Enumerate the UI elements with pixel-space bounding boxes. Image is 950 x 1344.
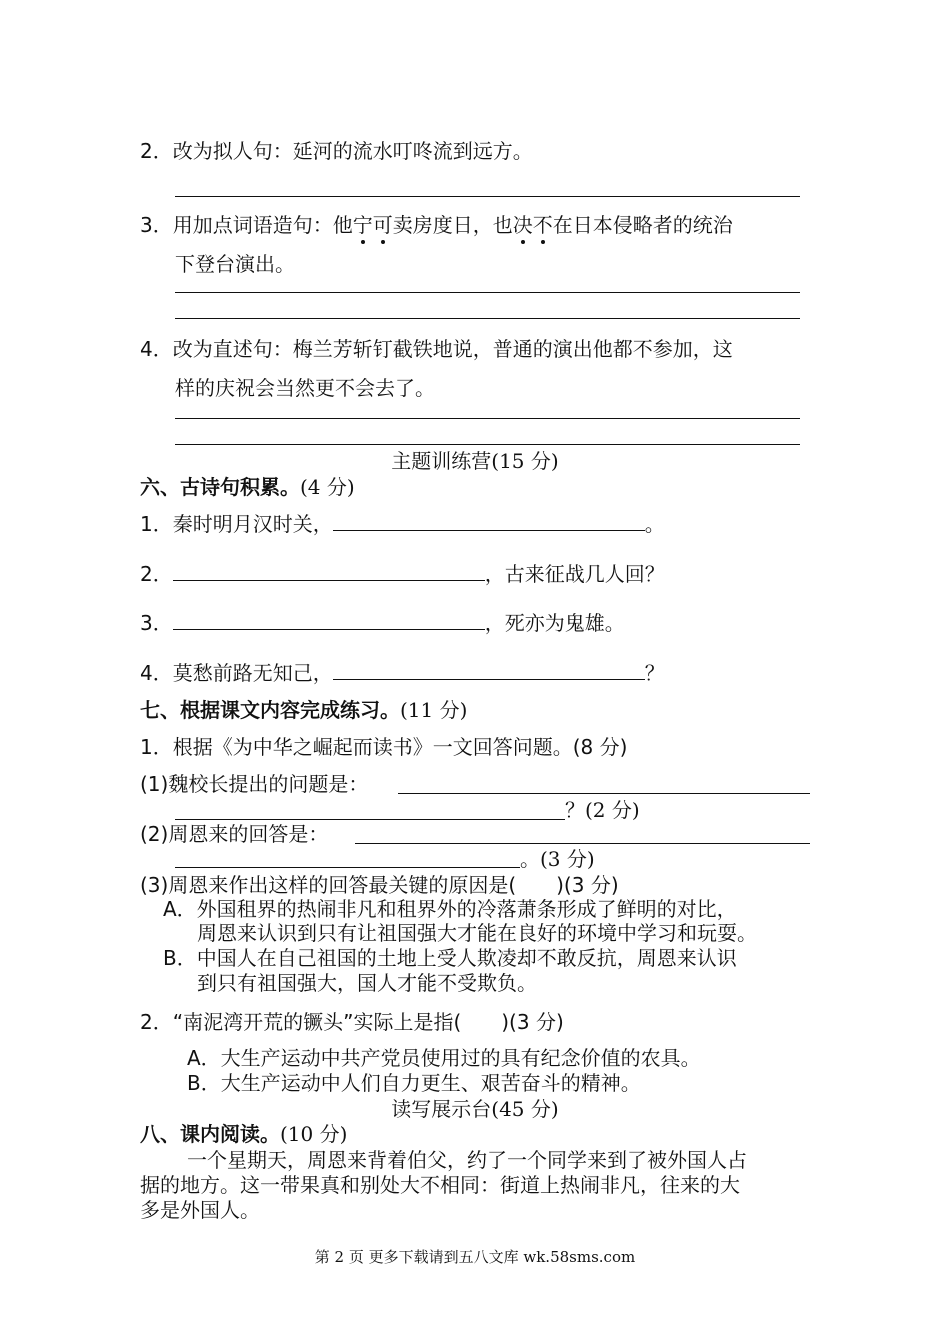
section-score: (11 分): [400, 698, 468, 722]
dotted-char: 可: [372, 213, 393, 237]
sec7-question-1: 1．根据《为中华之崛起而读书》一文回答问题。(8 分): [140, 735, 628, 759]
item-number: 3．: [140, 611, 173, 635]
item-number: 2．: [140, 562, 173, 586]
section-heading-reading: 读写展示台(45 分): [391, 1097, 559, 1121]
section-heading-training: 主题训练营(15 分): [391, 449, 559, 473]
poem-item-3: [140, 609, 625, 636]
sub-question-2-end: 。(3 分): [520, 847, 595, 871]
question-text: “南泥湾开荒的镢头”实际上是指( )(3 分): [172, 1010, 564, 1034]
poem-text: ，死亦为鬼雄。: [484, 611, 625, 635]
sub-question-2: (2)周恩来的回答是：: [140, 822, 329, 846]
page-footer: 第 2 页 更多下载请到五八文库 wk.58sms.com: [314, 1248, 636, 1266]
poem-text: ？: [644, 661, 665, 685]
option-b-line2: 到只有祖国强大，国人才能不受欺负。: [197, 971, 537, 995]
section-title: 八、课内阅读。: [140, 1122, 280, 1146]
section-6-title: [140, 474, 355, 500]
option-b[interactable]: B．中国人在自己祖国的土地上受人欺凌却不敢反抗，周恩来认识: [163, 946, 737, 970]
passage-line: 据的地方。这一带果真和别处大不相同：街道上热闹非凡，往来的大: [140, 1173, 740, 1197]
option-a[interactable]: A．大生产运动中共产党员使用过的具有纪念价值的农具。: [187, 1046, 701, 1070]
item-number: 1．: [140, 512, 173, 536]
poem-item-2: [140, 560, 665, 587]
poem-item-1: [140, 510, 665, 537]
passage-line: 多是外国人。: [140, 1198, 260, 1222]
question-4: [140, 336, 733, 362]
answer-line[interactable]: [398, 793, 810, 794]
sub-question-3: (3)周恩来作出这样的回答最关键的原因是( )(3 分): [140, 873, 619, 897]
fill-blank[interactable]: [173, 560, 485, 581]
question-number: 3．: [140, 213, 173, 237]
poem-text: 。: [644, 512, 665, 536]
section-title: 六、古诗句积累。: [140, 475, 300, 499]
question-number: 4．: [140, 337, 173, 361]
answer-line[interactable]: [355, 843, 810, 844]
option-a[interactable]: A．外国租界的热闹非凡和租界外的冷落萧条形成了鲜明的对比，: [163, 897, 737, 921]
section-8-title: [140, 1121, 347, 1147]
poem-text: ，古来征战几人回？: [484, 562, 665, 586]
fill-blank[interactable]: [173, 609, 485, 630]
section-title: 七、根据课文内容完成练习。: [140, 698, 400, 722]
poem-text: 秦时明月汉时关，: [172, 512, 333, 536]
passage-line: 一个星期天，周恩来背着伯父，约了一个同学来到了被外国人占: [187, 1148, 747, 1172]
item-number: 4．: [140, 661, 173, 685]
sub-question-1-end: ？(2 分): [565, 798, 640, 822]
answer-line[interactable]: [175, 292, 800, 293]
section-score: (10 分): [280, 1122, 348, 1146]
question-number: 2．: [140, 1010, 173, 1034]
poem-item-4: [140, 659, 665, 686]
fill-blank[interactable]: [333, 659, 645, 680]
dotted-char: 不: [532, 213, 553, 237]
question-number: 2．: [140, 139, 173, 163]
dotted-char: 宁: [352, 213, 373, 237]
answer-line[interactable]: [175, 444, 800, 445]
sub-question-1: (1)魏校长提出的问题是：: [140, 772, 369, 796]
question-3: [140, 212, 733, 238]
answer-line[interactable]: [175, 318, 800, 319]
option-a-line2: 周恩来认识到只有让祖国强大才能在良好的环境中学习和玩耍。: [197, 921, 757, 945]
question-text: 在日本侵略者的统治: [552, 213, 733, 237]
sec7-question-2: [140, 1009, 564, 1035]
dotted-char: 决: [512, 213, 533, 237]
section-score: (4 分): [300, 475, 355, 499]
answer-line[interactable]: [175, 196, 800, 197]
question-text: 卖房度日，也: [392, 213, 513, 237]
answer-line[interactable]: [175, 867, 520, 868]
question-4-line2: 样的庆祝会当然更不会去了。: [175, 376, 435, 400]
question-2: [140, 138, 533, 164]
section-7-title: [140, 697, 467, 723]
question-text: 用加点词语造句：他: [172, 213, 353, 237]
answer-line[interactable]: [175, 819, 565, 820]
poem-text: 莫愁前路无知己，: [172, 661, 333, 685]
question-text: 改为拟人句：延河的流水叮咚流到远方。: [172, 139, 533, 163]
answer-line[interactable]: [175, 418, 800, 419]
question-3-line2: 下登台演出。: [175, 252, 295, 276]
option-b[interactable]: B．大生产运动中人们自力更生、艰苦奋斗的精神。: [187, 1071, 641, 1095]
question-text: 改为直述句：梅兰芳斩钉截铁地说，普通的演出他都不参加，这: [172, 337, 733, 361]
fill-blank[interactable]: [333, 510, 645, 531]
